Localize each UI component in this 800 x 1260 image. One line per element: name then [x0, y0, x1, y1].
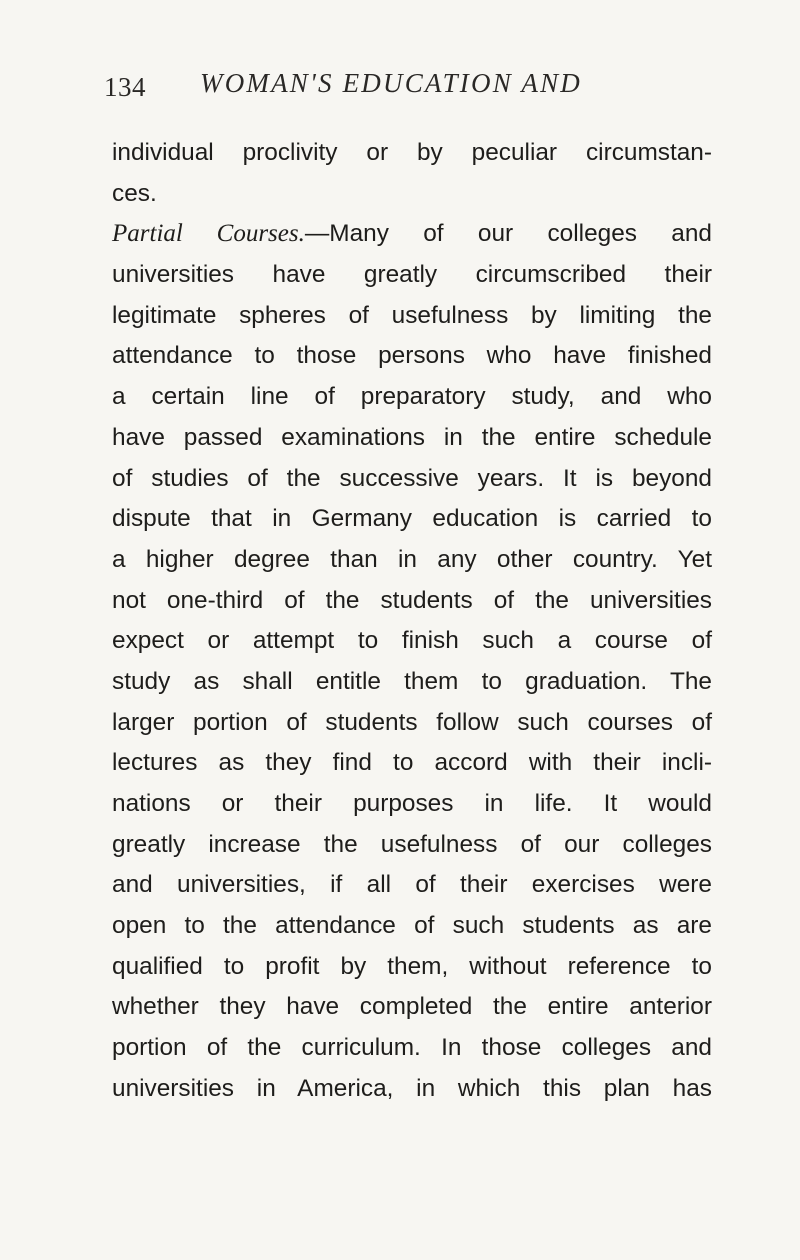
text-line: larger portion of students follow such courses of — [112, 708, 712, 736]
text-line: and universities, if all of their exercises were — [112, 871, 712, 899]
text-line: attendance to those persons who have finished — [112, 342, 712, 370]
text-line: universities in America, in which this plan has — [112, 1074, 712, 1102]
text-line: greatly increase the usefulness of our colleges — [112, 830, 712, 858]
text-line: dispute that in Germany education is carried to — [112, 505, 712, 533]
text-line: a certain line of preparatory study, and who — [112, 383, 712, 411]
body-text — [112, 133, 712, 1110]
text-line: of studies of the successive years. It is beyond — [112, 464, 712, 492]
running-head: WOMAN'S EDUCATION AND — [200, 68, 582, 98]
text-line: expect or attempt to finish such a course of — [112, 627, 712, 655]
text-line: portion of the curriculum. In those colleges and — [112, 1034, 712, 1062]
section-heading: Partial Courses. — [112, 220, 305, 248]
text-line: whether they have completed the entire anterior — [112, 993, 712, 1021]
text-line-continuation: —Many of our colleges and — [304, 220, 712, 248]
text-line: legitimate spheres of usefulness by limiting the — [112, 301, 712, 329]
text-line: qualified to profit by them, without reference to — [112, 952, 712, 980]
text-line: ces. — [112, 179, 157, 207]
text-line: open to the attendance of such students as are — [112, 912, 712, 940]
text-line: a higher degree than in any other country. Yet — [112, 545, 712, 573]
section-heading-line — [112, 214, 712, 255]
text-line: not one-third of the students of the universities — [112, 586, 712, 614]
text-line: have passed examinations in the entire schedule — [112, 423, 712, 451]
text-line: nations or their purposes in life. It would — [112, 790, 712, 817]
text-line: universities have greatly circumscribed their — [112, 261, 712, 289]
page-header — [104, 64, 624, 104]
page-number: 134 — [104, 72, 146, 102]
text-line: individual proclivity or by peculiar circumstan- — [112, 139, 712, 166]
text-line: lectures as they find to accord with their incli- — [112, 749, 712, 777]
text-line: study as shall entitle them to graduation. The — [112, 667, 712, 695]
